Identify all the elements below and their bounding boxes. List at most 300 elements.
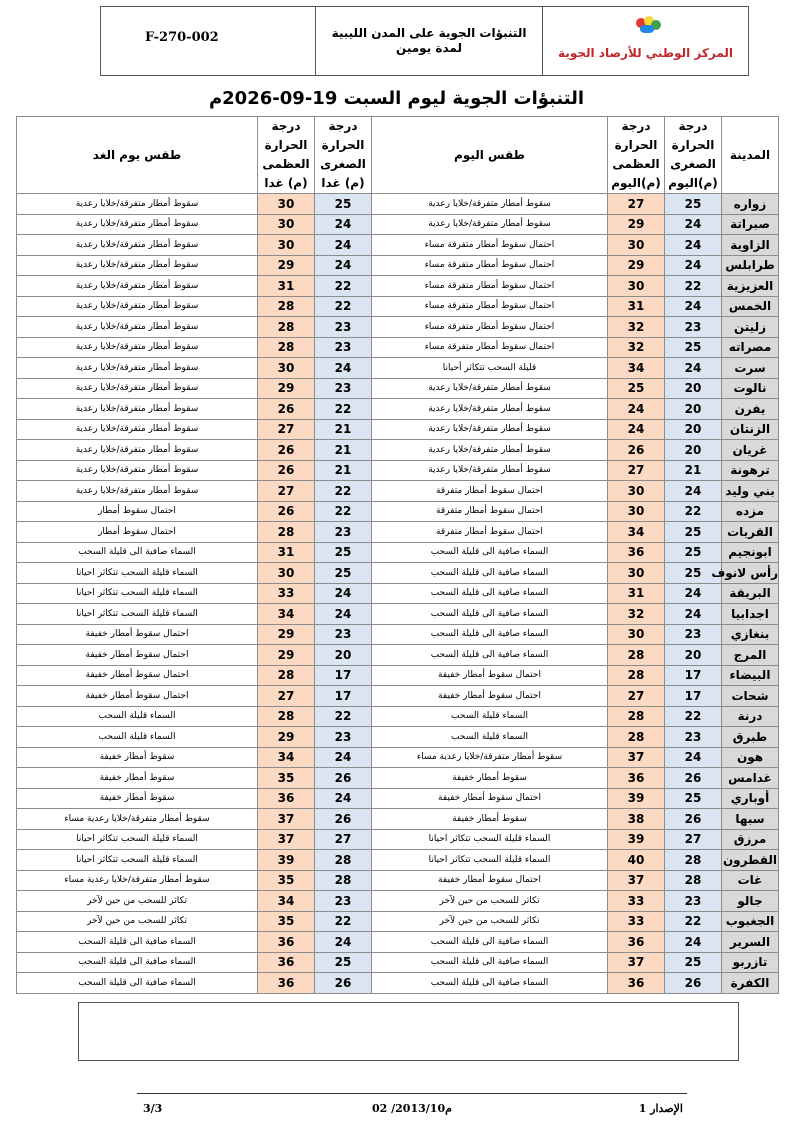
city-cell: جالو bbox=[722, 891, 779, 912]
table-row bbox=[17, 829, 779, 850]
doc-title-line1: التنبؤات الجوية على المدن الليبية bbox=[331, 26, 527, 40]
table-row bbox=[17, 911, 779, 932]
wx-today-cell: احتمال سقوط أمطار متفرقة مساء bbox=[372, 235, 608, 256]
city-cell: القريات bbox=[722, 522, 779, 543]
table-row bbox=[17, 358, 779, 379]
table-row bbox=[17, 419, 779, 440]
min-tomorrow-cell: 24 bbox=[315, 235, 372, 256]
wx-tomorrow-cell: السماء قليلة السحب تتكاثر احيانا bbox=[17, 563, 258, 584]
min-today-cell: 28 bbox=[665, 870, 722, 891]
wx-tomorrow-cell: تكاثر للسحب من حين لآخر bbox=[17, 911, 258, 932]
org-name: المركز الوطني للأرصاد الجوية bbox=[558, 46, 733, 60]
min-tomorrow-cell: 28 bbox=[315, 870, 372, 891]
min-today-cell: 24 bbox=[665, 481, 722, 502]
max-today-cell: 26 bbox=[608, 440, 665, 461]
city-cell: غريان bbox=[722, 440, 779, 461]
max-tomorrow-cell: 27 bbox=[258, 686, 315, 707]
max-today-cell: 39 bbox=[608, 788, 665, 809]
wx-today-cell: السماء صافية الى قليلة السحب bbox=[372, 973, 608, 994]
max-tomorrow-cell: 27 bbox=[258, 481, 315, 502]
city-cell: البيضاء bbox=[722, 665, 779, 686]
max-tomorrow-cell: 28 bbox=[258, 296, 315, 317]
min-today-cell: 24 bbox=[665, 747, 722, 768]
min-tomorrow-cell: 22 bbox=[315, 276, 372, 297]
city-cell: القطرون bbox=[722, 850, 779, 871]
max-tomorrow-cell: 28 bbox=[258, 337, 315, 358]
wx-tomorrow-cell: سقوط أمطار متفرقة/خلايا رعدية bbox=[17, 235, 258, 256]
min-today-cell: 25 bbox=[665, 337, 722, 358]
wx-today-cell: احتمال سقوط أمطار خفيفة bbox=[372, 686, 608, 707]
max-tomorrow-cell: 33 bbox=[258, 583, 315, 604]
max-tomorrow-cell: 31 bbox=[258, 276, 315, 297]
table-row bbox=[17, 194, 779, 215]
max-today-cell: 40 bbox=[608, 850, 665, 871]
table-row bbox=[17, 788, 779, 809]
min-today-cell: 25 bbox=[665, 542, 722, 563]
max-today-cell: 34 bbox=[608, 522, 665, 543]
min-today-cell: 26 bbox=[665, 768, 722, 789]
form-code: F-270-002 bbox=[145, 30, 219, 45]
col-max-tomorrow-header: درجة الحرارة العظمى (م) غدا bbox=[258, 117, 315, 194]
city-cell: زواره bbox=[722, 194, 779, 215]
max-tomorrow-cell: 30 bbox=[258, 194, 315, 215]
wx-today-cell: احتمال سقوط أمطار متفرقة مساء bbox=[372, 255, 608, 276]
wx-today-cell: سقوط أمطار متفرقة/خلايا رعدية bbox=[372, 460, 608, 481]
wx-tomorrow-cell: السماء قليلة السحب تتكاثر احيانا bbox=[17, 850, 258, 871]
wx-today-cell: السماء صافية الى قليلة السحب bbox=[372, 604, 608, 625]
max-tomorrow-cell: 34 bbox=[258, 604, 315, 625]
max-today-cell: 36 bbox=[608, 542, 665, 563]
max-today-cell: 30 bbox=[608, 501, 665, 522]
min-tomorrow-cell: 17 bbox=[315, 665, 372, 686]
max-today-cell: 32 bbox=[608, 317, 665, 338]
max-tomorrow-cell: 34 bbox=[258, 891, 315, 912]
max-today-cell: 36 bbox=[608, 768, 665, 789]
org-block bbox=[542, 7, 748, 75]
wx-tomorrow-cell: سقوط أمطار متفرقة/خلايا رعدية bbox=[17, 214, 258, 235]
min-today-cell: 23 bbox=[665, 624, 722, 645]
wx-tomorrow-cell: سقوط أمطار متفرقة/خلايا رعدية bbox=[17, 276, 258, 297]
wx-today-cell: تكاثر للسحب من حين لآخر bbox=[372, 911, 608, 932]
min-today-cell: 20 bbox=[665, 419, 722, 440]
min-tomorrow-cell: 24 bbox=[315, 604, 372, 625]
wx-today-cell: السماء قليلة السحب تتكاثر احيانا bbox=[372, 850, 608, 871]
wx-today-cell: السماء قليلة السحب تتكاثر احيانا bbox=[372, 829, 608, 850]
min-today-cell: 22 bbox=[665, 911, 722, 932]
min-today-cell: 24 bbox=[665, 255, 722, 276]
min-tomorrow-cell: 24 bbox=[315, 788, 372, 809]
min-today-cell: 23 bbox=[665, 317, 722, 338]
wx-today-cell: احتمال سقوط أمطار متفرقة مساء bbox=[372, 296, 608, 317]
city-cell: بني وليد bbox=[722, 481, 779, 502]
table-row bbox=[17, 522, 779, 543]
footer-divider bbox=[137, 1093, 687, 1094]
max-today-cell: 32 bbox=[608, 337, 665, 358]
wx-today-cell: احتمال سقوط أمطار متفرقة مساء bbox=[372, 276, 608, 297]
max-today-cell: 30 bbox=[608, 563, 665, 584]
min-tomorrow-cell: 21 bbox=[315, 460, 372, 481]
forecast-body bbox=[17, 194, 779, 994]
min-today-cell: 24 bbox=[665, 296, 722, 317]
city-cell: رأس لانوف bbox=[722, 563, 779, 584]
table-row bbox=[17, 604, 779, 625]
min-tomorrow-cell: 24 bbox=[315, 255, 372, 276]
max-today-cell: 30 bbox=[608, 624, 665, 645]
min-today-cell: 27 bbox=[665, 829, 722, 850]
wx-tomorrow-cell: سقوط أمطار متفرقة/خلايا رعدية مساء bbox=[17, 870, 258, 891]
table-row bbox=[17, 399, 779, 420]
table-row bbox=[17, 317, 779, 338]
min-tomorrow-cell: 23 bbox=[315, 727, 372, 748]
min-tomorrow-cell: 23 bbox=[315, 337, 372, 358]
table-row bbox=[17, 973, 779, 994]
max-tomorrow-cell: 29 bbox=[258, 378, 315, 399]
wx-tomorrow-cell: السماء قليلة السحب تتكاثر احيانا bbox=[17, 604, 258, 625]
wx-today-cell: السماء صافية الى قليلة السحب bbox=[372, 624, 608, 645]
table-row bbox=[17, 378, 779, 399]
col-min-today-header: درجة الحرارة الصغرى (م)اليوم bbox=[665, 117, 722, 194]
city-cell: طبرق bbox=[722, 727, 779, 748]
table-row bbox=[17, 501, 779, 522]
city-cell: درنة bbox=[722, 706, 779, 727]
wx-tomorrow-cell: السماء صافية الى قليلة السحب bbox=[17, 973, 258, 994]
max-today-cell: 31 bbox=[608, 296, 665, 317]
min-tomorrow-cell: 22 bbox=[315, 481, 372, 502]
min-today-cell: 23 bbox=[665, 727, 722, 748]
wx-today-cell: السماء صافية الى قليلة السحب bbox=[372, 952, 608, 973]
min-tomorrow-cell: 24 bbox=[315, 214, 372, 235]
wx-today-cell: السماء قليلة السحب bbox=[372, 706, 608, 727]
wx-tomorrow-cell: سقوط أمطار متفرقة/خلايا رعدية bbox=[17, 481, 258, 502]
ncm-logo bbox=[626, 16, 666, 40]
city-cell: الزاوية bbox=[722, 235, 779, 256]
min-today-cell: 20 bbox=[665, 399, 722, 420]
city-cell: هون bbox=[722, 747, 779, 768]
wx-tomorrow-cell: سقوط أمطار متفرقة/خلايا رعدية bbox=[17, 378, 258, 399]
city-cell: اجدابيا bbox=[722, 604, 779, 625]
wx-today-cell: السماء صافية الى قليلة السحب bbox=[372, 932, 608, 953]
wx-today-cell: سقوط أمطار متفرقة/خلايا رعدية bbox=[372, 419, 608, 440]
wx-tomorrow-cell: سقوط أمطار متفرقة/خلايا رعدية bbox=[17, 358, 258, 379]
wx-today-cell: سقوط أمطار خفيفة bbox=[372, 768, 608, 789]
wx-tomorrow-cell: السماء قليلة السحب bbox=[17, 706, 258, 727]
min-today-cell: 21 bbox=[665, 460, 722, 481]
max-tomorrow-cell: 28 bbox=[258, 665, 315, 686]
max-today-cell: 28 bbox=[608, 706, 665, 727]
max-tomorrow-cell: 29 bbox=[258, 624, 315, 645]
wx-tomorrow-cell: السماء قليلة السحب تتكاثر احيانا bbox=[17, 583, 258, 604]
max-tomorrow-cell: 26 bbox=[258, 501, 315, 522]
city-cell: يفرن bbox=[722, 399, 779, 420]
max-tomorrow-cell: 26 bbox=[258, 440, 315, 461]
max-tomorrow-cell: 28 bbox=[258, 317, 315, 338]
wx-tomorrow-cell: سقوط أمطار متفرقة/خلايا رعدية bbox=[17, 296, 258, 317]
table-row bbox=[17, 747, 779, 768]
max-tomorrow-cell: 30 bbox=[258, 214, 315, 235]
wx-today-cell: احتمال سقوط أمطار متفرقة مساء bbox=[372, 337, 608, 358]
table-row bbox=[17, 727, 779, 748]
min-tomorrow-cell: 26 bbox=[315, 768, 372, 789]
wx-tomorrow-cell: السماء قليلة السحب تتكاثر احيانا bbox=[17, 829, 258, 850]
max-tomorrow-cell: 36 bbox=[258, 973, 315, 994]
wx-tomorrow-cell: احتمال سقوط أمطار bbox=[17, 522, 258, 543]
max-tomorrow-cell: 27 bbox=[258, 419, 315, 440]
max-tomorrow-cell: 35 bbox=[258, 768, 315, 789]
min-today-cell: 25 bbox=[665, 194, 722, 215]
city-cell: العزيزية bbox=[722, 276, 779, 297]
max-today-cell: 28 bbox=[608, 645, 665, 666]
wx-today-cell: سقوط أمطار متفرقة/خلايا رعدية bbox=[372, 378, 608, 399]
wx-today-cell: السماء قليلة السحب bbox=[372, 727, 608, 748]
forecast-table bbox=[16, 116, 779, 994]
min-today-cell: 25 bbox=[665, 563, 722, 584]
max-today-cell: 33 bbox=[608, 891, 665, 912]
table-row bbox=[17, 665, 779, 686]
page-title: التنبؤات الجوية ليوم السبت 19-09-2026م bbox=[208, 88, 585, 109]
wx-today-cell: احتمال سقوط أمطار خفيفة bbox=[372, 788, 608, 809]
wx-today-cell: سقوط أمطار متفرقة/خلايا رعدية bbox=[372, 194, 608, 215]
max-tomorrow-cell: 28 bbox=[258, 522, 315, 543]
city-cell: طرابلس bbox=[722, 255, 779, 276]
city-cell: تازربو bbox=[722, 952, 779, 973]
min-tomorrow-cell: 21 bbox=[315, 419, 372, 440]
table-row bbox=[17, 952, 779, 973]
wx-tomorrow-cell: احتمال سقوط أمطار bbox=[17, 501, 258, 522]
min-tomorrow-cell: 23 bbox=[315, 624, 372, 645]
max-today-cell: 27 bbox=[608, 686, 665, 707]
table-row bbox=[17, 706, 779, 727]
wx-tomorrow-cell: السماء صافية الى قليلة السحب bbox=[17, 952, 258, 973]
min-tomorrow-cell: 22 bbox=[315, 399, 372, 420]
max-tomorrow-cell: 37 bbox=[258, 829, 315, 850]
wx-tomorrow-cell: السماء صافية الى قليلة السحب bbox=[17, 932, 258, 953]
wx-today-cell: احتمال سقوط أمطار متفرقة مساء bbox=[372, 317, 608, 338]
wx-today-cell: السماء صافية الى قليلة السحب bbox=[372, 542, 608, 563]
max-today-cell: 27 bbox=[608, 194, 665, 215]
min-today-cell: 24 bbox=[665, 214, 722, 235]
wx-tomorrow-cell: احتمال سقوط أمطار خفيفة bbox=[17, 665, 258, 686]
max-today-cell: 29 bbox=[608, 255, 665, 276]
wx-today-cell: احتمال سقوط أمطار متفرقة bbox=[372, 501, 608, 522]
wx-today-cell: سقوط أمطار خفيفة bbox=[372, 809, 608, 830]
city-cell: السرير bbox=[722, 932, 779, 953]
col-wx-today-header: طقس اليوم bbox=[372, 117, 608, 194]
min-today-cell: 17 bbox=[665, 665, 722, 686]
max-today-cell: 37 bbox=[608, 747, 665, 768]
city-cell: بنغازي bbox=[722, 624, 779, 645]
table-row bbox=[17, 481, 779, 502]
max-today-cell: 38 bbox=[608, 809, 665, 830]
max-tomorrow-cell: 30 bbox=[258, 235, 315, 256]
min-tomorrow-cell: 23 bbox=[315, 378, 372, 399]
max-today-cell: 30 bbox=[608, 481, 665, 502]
city-cell: مرزق bbox=[722, 829, 779, 850]
wx-today-cell: السماء صافية الى قليلة السحب bbox=[372, 645, 608, 666]
footer-issue: الإصدار 1 bbox=[638, 1102, 683, 1115]
wx-today-cell: السماء صافية الى قليلة السحب bbox=[372, 563, 608, 584]
min-today-cell: 24 bbox=[665, 604, 722, 625]
table-row bbox=[17, 255, 779, 276]
min-tomorrow-cell: 25 bbox=[315, 542, 372, 563]
table-row bbox=[17, 870, 779, 891]
wx-tomorrow-cell: سقوط أمطار متفرقة/خلايا رعدية مساء bbox=[17, 809, 258, 830]
city-cell: نالوت bbox=[722, 378, 779, 399]
max-today-cell: 37 bbox=[608, 952, 665, 973]
table-row bbox=[17, 440, 779, 461]
max-today-cell: 31 bbox=[608, 583, 665, 604]
max-today-cell: 29 bbox=[608, 214, 665, 235]
wx-tomorrow-cell: احتمال سقوط أمطار خفيفة bbox=[17, 645, 258, 666]
min-tomorrow-cell: 25 bbox=[315, 563, 372, 584]
city-cell: مصراته bbox=[722, 337, 779, 358]
min-tomorrow-cell: 22 bbox=[315, 911, 372, 932]
max-today-cell: 33 bbox=[608, 911, 665, 932]
col-city-header: المدينة bbox=[722, 117, 779, 194]
wx-today-cell: احتمال سقوط أمطار متفرقة bbox=[372, 481, 608, 502]
max-today-cell: 24 bbox=[608, 419, 665, 440]
min-tomorrow-cell: 25 bbox=[315, 952, 372, 973]
city-cell: الكفرة bbox=[722, 973, 779, 994]
table-row bbox=[17, 583, 779, 604]
city-cell: الخمس bbox=[722, 296, 779, 317]
wx-tomorrow-cell: سقوط أمطار خفيفة bbox=[17, 747, 258, 768]
max-tomorrow-cell: 37 bbox=[258, 809, 315, 830]
max-tomorrow-cell: 31 bbox=[258, 542, 315, 563]
wx-tomorrow-cell: سقوط أمطار متفرقة/خلايا رعدية bbox=[17, 460, 258, 481]
wx-tomorrow-cell: احتمال سقوط أمطار خفيفة bbox=[17, 686, 258, 707]
max-tomorrow-cell: 26 bbox=[258, 399, 315, 420]
max-today-cell: 32 bbox=[608, 604, 665, 625]
city-cell: سرت bbox=[722, 358, 779, 379]
min-today-cell: 22 bbox=[665, 706, 722, 727]
doc-title-line2: لمدة يومين bbox=[396, 41, 462, 55]
min-today-cell: 28 bbox=[665, 850, 722, 871]
max-tomorrow-cell: 39 bbox=[258, 850, 315, 871]
min-today-cell: 24 bbox=[665, 932, 722, 953]
max-today-cell: 36 bbox=[608, 932, 665, 953]
table-row bbox=[17, 460, 779, 481]
city-cell: ابونجيم bbox=[722, 542, 779, 563]
min-tomorrow-cell: 22 bbox=[315, 706, 372, 727]
min-tomorrow-cell: 23 bbox=[315, 891, 372, 912]
wx-tomorrow-cell: سقوط أمطار متفرقة/خلايا رعدية bbox=[17, 440, 258, 461]
max-tomorrow-cell: 28 bbox=[258, 706, 315, 727]
max-today-cell: 36 bbox=[608, 973, 665, 994]
min-today-cell: 20 bbox=[665, 378, 722, 399]
wx-today-cell: سقوط أمطار متفرقة/خلايا رعدية bbox=[372, 440, 608, 461]
max-tomorrow-cell: 29 bbox=[258, 645, 315, 666]
min-today-cell: 25 bbox=[665, 788, 722, 809]
min-today-cell: 24 bbox=[665, 235, 722, 256]
min-tomorrow-cell: 25 bbox=[315, 194, 372, 215]
city-cell: مزده bbox=[722, 501, 779, 522]
col-max-today-header: درجة الحرارة العظمى (م)اليوم bbox=[608, 117, 665, 194]
max-today-cell: 30 bbox=[608, 235, 665, 256]
table-row bbox=[17, 214, 779, 235]
table-row bbox=[17, 296, 779, 317]
max-tomorrow-cell: 26 bbox=[258, 460, 315, 481]
max-today-cell: 28 bbox=[608, 665, 665, 686]
wx-tomorrow-cell: سقوط أمطار متفرقة/خلايا رعدية bbox=[17, 419, 258, 440]
min-tomorrow-cell: 23 bbox=[315, 317, 372, 338]
table-row bbox=[17, 932, 779, 953]
wx-tomorrow-cell: سقوط أمطار متفرقة/خلايا رعدية bbox=[17, 317, 258, 338]
city-cell: الجغبوب bbox=[722, 911, 779, 932]
wx-tomorrow-cell: سقوط أمطار متفرقة/خلايا رعدية bbox=[17, 194, 258, 215]
min-today-cell: 20 bbox=[665, 440, 722, 461]
footer-date: 02 /2013/10م bbox=[372, 1102, 452, 1115]
city-cell: زليتن bbox=[722, 317, 779, 338]
wx-tomorrow-cell: احتمال سقوط أمطار خفيفة bbox=[17, 624, 258, 645]
wx-tomorrow-cell: السماء صافية الى قليلة السحب bbox=[17, 542, 258, 563]
city-cell: أوباري bbox=[722, 788, 779, 809]
wx-today-cell: سقوط أمطار متفرقة/خلايا رعدية bbox=[372, 399, 608, 420]
min-today-cell: 24 bbox=[665, 358, 722, 379]
city-cell: سبها bbox=[722, 809, 779, 830]
max-tomorrow-cell: 36 bbox=[258, 788, 315, 809]
max-today-cell: 28 bbox=[608, 727, 665, 748]
min-today-cell: 23 bbox=[665, 891, 722, 912]
min-tomorrow-cell: 22 bbox=[315, 501, 372, 522]
table-row bbox=[17, 850, 779, 871]
table-row bbox=[17, 563, 779, 584]
min-today-cell: 20 bbox=[665, 645, 722, 666]
min-tomorrow-cell: 21 bbox=[315, 440, 372, 461]
max-today-cell: 34 bbox=[608, 358, 665, 379]
table-row bbox=[17, 891, 779, 912]
footer-page: 3/3 bbox=[143, 1102, 163, 1115]
min-tomorrow-cell: 22 bbox=[315, 296, 372, 317]
max-tomorrow-cell: 34 bbox=[258, 747, 315, 768]
table-row bbox=[17, 235, 779, 256]
table-row bbox=[17, 809, 779, 830]
table-row bbox=[17, 276, 779, 297]
wx-today-cell: السماء صافية الى قليلة السحب bbox=[372, 583, 608, 604]
city-cell: غات bbox=[722, 870, 779, 891]
min-tomorrow-cell: 24 bbox=[315, 747, 372, 768]
wx-today-cell: تكاثر للسحب من حين لآخر bbox=[372, 891, 608, 912]
table-row bbox=[17, 337, 779, 358]
city-cell: ترهونة bbox=[722, 460, 779, 481]
wx-today-cell: احتمال سقوط أمطار متفرقة bbox=[372, 522, 608, 543]
city-cell: غدامس bbox=[722, 768, 779, 789]
min-tomorrow-cell: 26 bbox=[315, 973, 372, 994]
min-tomorrow-cell: 24 bbox=[315, 358, 372, 379]
wx-today-cell: قليلة السحب تتكاثر أحيانا bbox=[372, 358, 608, 379]
table-row bbox=[17, 768, 779, 789]
table-header-row bbox=[17, 117, 779, 194]
max-today-cell: 24 bbox=[608, 399, 665, 420]
min-today-cell: 26 bbox=[665, 973, 722, 994]
min-tomorrow-cell: 23 bbox=[315, 522, 372, 543]
min-today-cell: 26 bbox=[665, 809, 722, 830]
notes-box bbox=[78, 1002, 739, 1061]
wx-today-cell: احتمال سقوط أمطار خفيفة bbox=[372, 665, 608, 686]
min-today-cell: 25 bbox=[665, 952, 722, 973]
min-today-cell: 22 bbox=[665, 276, 722, 297]
max-tomorrow-cell: 30 bbox=[258, 358, 315, 379]
max-tomorrow-cell: 35 bbox=[258, 870, 315, 891]
col-wx-tomorrow-header: طقس يوم الغد bbox=[17, 117, 258, 194]
wx-tomorrow-cell: السماء قليلة السحب bbox=[17, 727, 258, 748]
min-today-cell: 22 bbox=[665, 501, 722, 522]
city-cell: البريقة bbox=[722, 583, 779, 604]
wx-tomorrow-cell: تكاثر للسحب من حين لآخر bbox=[17, 891, 258, 912]
doc-title-block bbox=[315, 7, 542, 75]
table-row bbox=[17, 542, 779, 563]
table-row bbox=[17, 624, 779, 645]
table-row bbox=[17, 686, 779, 707]
